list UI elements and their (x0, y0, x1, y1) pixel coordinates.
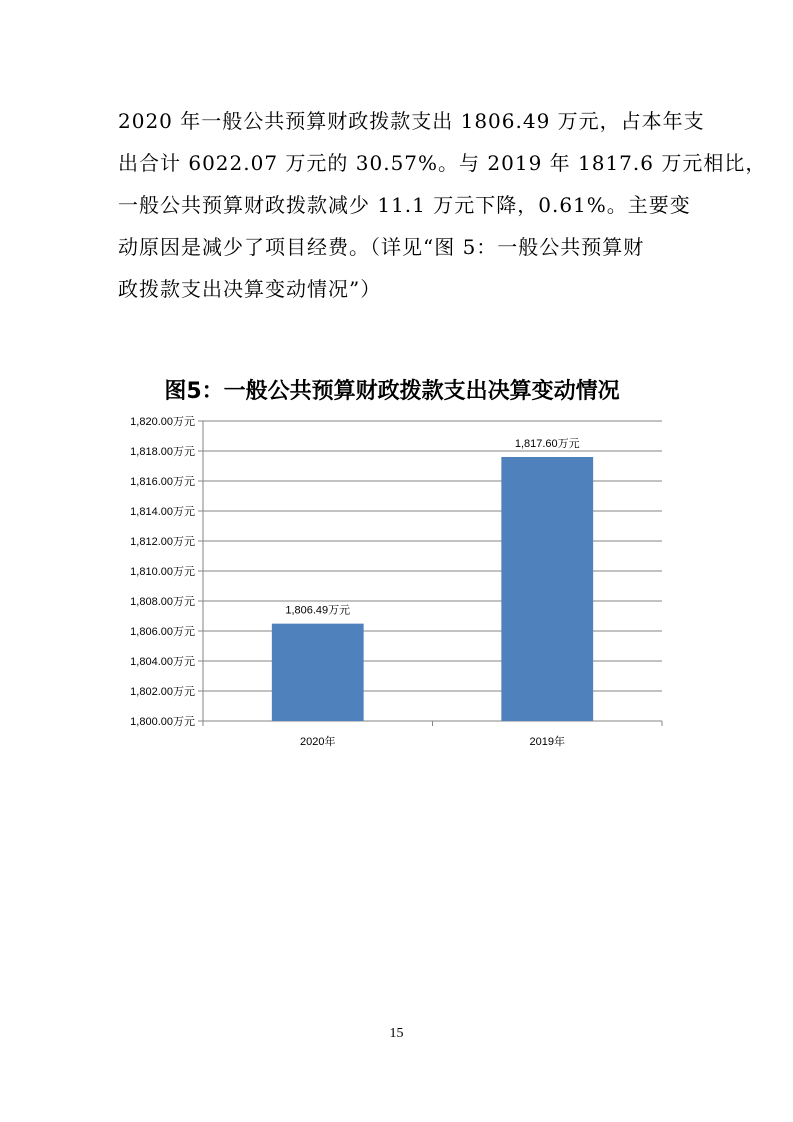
paragraph-line: 一般公共预算财政拨款减少 11.1 万元下降，0.61%。主要变 (118, 193, 691, 217)
y-tick-label: 1,816.00万元 (130, 476, 195, 488)
paragraph-line: 政拨款支出决算变动情况”） (118, 277, 382, 301)
paragraph-line: 出合计 6022.07 万元的 30.57%。与 2019 年 1817.6 万元相比， (118, 151, 767, 175)
y-tick-label: 1,810.00万元 (130, 566, 195, 578)
y-tick-label: 1,808.00万元 (130, 596, 195, 608)
bar (501, 457, 593, 721)
paragraph-line: 2020 年一般公共预算财政拨款支出 1806.49 万元，占本年支 (118, 109, 705, 133)
y-tick-label: 1,818.00万元 (130, 446, 195, 458)
y-tick-label: 1,800.00万元 (130, 716, 195, 728)
x-tick-label: 2020年 (300, 736, 336, 748)
data-label: 1,806.49万元 (285, 604, 351, 617)
bar-chart (0, 360, 793, 760)
data-label: 1,817.60万元 (514, 438, 580, 450)
body-paragraph (118, 100, 767, 310)
bar (272, 624, 364, 721)
paragraph-line: 动原因是减少了项目经费。（详见“图 5：一般公共预算财 (118, 235, 645, 259)
x-tick-label: 2019年 (529, 736, 565, 748)
bars (272, 457, 593, 721)
y-tick-label: 1,804.00万元 (130, 656, 195, 668)
y-tick-label: 1,812.00万元 (130, 536, 195, 548)
page-number: 15 (389, 1026, 404, 1041)
y-tick-label: 1,820.00万元 (130, 416, 195, 428)
y-tick-label: 1,802.00万元 (130, 686, 195, 698)
chart-title: 图5：一般公共预算财政拨款支出决算变动情况 (164, 379, 620, 404)
y-tick-label: 1,806.00万元 (130, 626, 195, 638)
y-tick-label: 1,814.00万元 (130, 506, 195, 518)
